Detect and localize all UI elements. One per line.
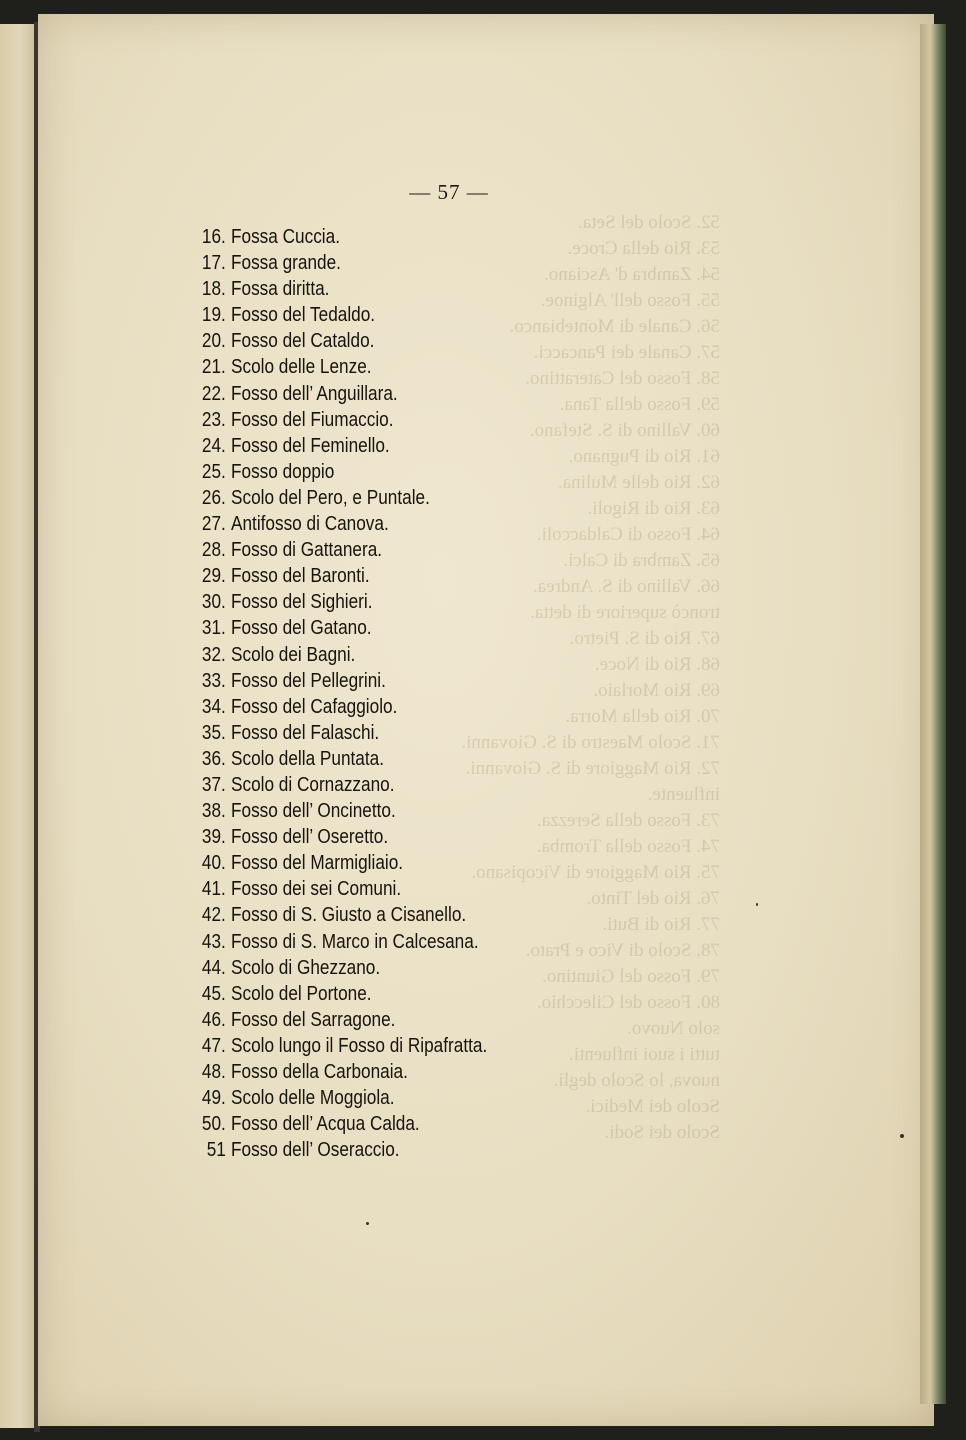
item-text: Fosso di S. Marco in Calcesana. — [231, 930, 479, 953]
item-text: Scolo delle Lenze. — [231, 356, 372, 379]
show-through-text: 52. Scolo del Seta. 53. Rio della Croce. 54. Zambra d' Asciano. 55. Fosso dell' Alginoe. 56. Canale di Montebianco. 57. Canale dei Pancacci. 58. Fosso del Caterattino. 59. Fosso della Tana. 60. Vallino di S. Stefano. 61. Rio di Pugnano. 62. Rio delle Mulina. 63. Rio di Rigoli. 64. Fosso di Caldaccoli. 65. Zambra di Calci. 66. Vallino di S. Andrea. troncò superiore di detta. 67. Rio di S. Pietro. 68. Rio di Noce. 69. Rio Morlaio. 70. Rio della Morra. 71. Scolo Maestro di S. Giovanni. 72. Rio Maggiore di S. Giovanni. influente. 73. Fosso della Serezza. 74. Fosso della Tromba. 75. Rio Maggiore di Vicopisano. 76. Rio del Tinto. 77. Rio di Buti. 78. Scolo di Vico e Prato. 79. Fosso del Giuntino. 80. Fosso del Cilecchio. solo Nuovo. tutti i suoi influenti. nuova, lo Scolo degli. Scolo dei Medici. Scolo dei Sodi. — [461, 212, 720, 1143]
list-item — [188, 1137, 549, 1163]
list-item — [188, 1111, 549, 1137]
item-text: Fosso del Gatano. — [231, 617, 372, 640]
item-number: 23. — [201, 408, 226, 431]
list-item — [188, 615, 549, 641]
list-item — [188, 302, 549, 328]
item-number: 28. — [201, 539, 226, 562]
item-number: 48. — [201, 1061, 226, 1083]
item-number: 35. — [201, 721, 226, 744]
list-item — [188, 224, 549, 250]
item-number: 21. — [201, 356, 226, 379]
list-item — [188, 668, 549, 694]
list-item — [188, 407, 549, 433]
item-text: Scolo del Portone. — [231, 982, 372, 1005]
item-text: Fosso del Sarragone. — [231, 1008, 396, 1031]
item-text: Antifosso di Canova. — [231, 513, 389, 536]
list-item — [188, 772, 549, 798]
item-number: 22. — [201, 382, 226, 405]
item-text: Fosso dei sei Comuni. — [231, 878, 402, 901]
list-item — [188, 981, 549, 1007]
list-item — [188, 929, 549, 955]
list-item — [188, 1085, 549, 1111]
page-number: — 57 — — [409, 180, 489, 204]
list-item — [188, 589, 549, 615]
list-item — [188, 955, 549, 981]
paper-speck — [366, 1222, 369, 1225]
list-item — [188, 328, 549, 354]
item-text: Fosso dell’ Acqua Calda. — [231, 1113, 420, 1136]
item-text: Fossa grande. — [231, 252, 341, 275]
facing-page-edge — [0, 24, 36, 1428]
item-number: 38. — [201, 800, 226, 823]
item-text: Fossa Cuccia. — [231, 226, 340, 248]
item-text: Fosso del Fiumaccio. — [231, 408, 394, 431]
item-text: Fosso dell’ Oseraccio. — [231, 1139, 400, 1162]
list-item — [188, 1007, 549, 1033]
item-text: Scolo del Pero, e Puntale. — [231, 486, 430, 509]
paper-speck — [900, 1134, 904, 1138]
paper-speck — [756, 903, 758, 906]
list-item — [188, 276, 549, 302]
item-text: Fosso del Cataldo. — [231, 330, 375, 353]
list-item — [188, 798, 549, 824]
item-text: Fosso doppio — [231, 460, 335, 483]
item-text: Fosso del Marmigliaio. — [231, 852, 404, 875]
list-item — [188, 250, 549, 276]
list-item — [188, 1059, 549, 1085]
item-number: 37. — [201, 773, 226, 796]
list-item — [188, 694, 549, 720]
list-item — [188, 381, 549, 407]
list-item — [188, 459, 549, 485]
item-number: 27. — [201, 513, 226, 536]
item-number: 45. — [201, 982, 226, 1005]
list-item — [188, 1033, 549, 1059]
item-text: Fosso del Tedaldo. — [231, 304, 376, 327]
item-number: 46. — [201, 1008, 226, 1031]
item-text: Scolo di Ghezzano. — [231, 956, 381, 979]
item-number: 49. — [201, 1087, 226, 1110]
item-text: Scolo della Puntata. — [231, 747, 384, 770]
item-number: 47. — [201, 1034, 226, 1057]
list-item — [188, 485, 549, 511]
item-number: 50. — [201, 1113, 226, 1136]
item-number: 36. — [201, 747, 226, 770]
item-number: 17. — [201, 252, 226, 275]
item-number: 41. — [201, 878, 226, 901]
item-text: Fosso di S. Giusto a Cisanello. — [231, 904, 467, 927]
item-text: Scolo dei Bagni. — [231, 643, 356, 666]
item-number: 32. — [201, 643, 226, 666]
item-text: Fosso dell’ Oncinetto. — [231, 800, 396, 823]
list-item — [188, 850, 549, 876]
drainage-list — [188, 224, 608, 1163]
item-text: Fosso del Pellegrini. — [231, 669, 386, 692]
item-number: 34. — [201, 695, 226, 718]
item-number: 33. — [201, 669, 226, 692]
item-number: 16. — [201, 226, 226, 248]
item-number: 18. — [201, 278, 226, 301]
list-item — [188, 642, 549, 668]
item-number: 51 — [206, 1139, 226, 1162]
list-item — [188, 354, 549, 380]
item-text: Fosso della Carbonaia. — [231, 1061, 408, 1083]
item-text: Fosso del Feminello. — [231, 434, 390, 457]
item-number: 42. — [201, 904, 226, 927]
item-text: Fosso di Gattanera. — [231, 539, 383, 562]
item-text: Fosso dell’ Anguillara. — [231, 382, 398, 405]
item-text: Fosso del Cafaggiolo. — [231, 695, 398, 718]
item-number: 43. — [201, 930, 226, 953]
item-number: 25. — [201, 460, 226, 483]
item-text: Scolo di Cornazzano. — [231, 773, 395, 796]
item-text: Fossa diritta. — [231, 278, 330, 301]
item-number: 29. — [201, 565, 226, 588]
item-text: Fosso del Falaschi. — [231, 721, 380, 744]
item-number: 39. — [201, 826, 226, 849]
list-item — [188, 433, 549, 459]
list-item — [188, 824, 549, 850]
item-text: Fosso del Sighieri. — [231, 591, 373, 614]
item-number: 30. — [201, 591, 226, 614]
list-item — [188, 511, 549, 537]
item-number: 40. — [201, 852, 226, 875]
item-number: 19. — [201, 304, 226, 327]
item-number: 44. — [201, 956, 226, 979]
list-item — [188, 563, 549, 589]
list-item — [188, 537, 549, 563]
item-text: Fosso del Baronti. — [231, 565, 370, 588]
list-item — [188, 720, 549, 746]
item-number: 26. — [201, 486, 226, 509]
list-item — [188, 902, 549, 928]
list-item — [188, 876, 549, 902]
item-number: 31. — [201, 617, 226, 640]
item-number: 20. — [201, 330, 226, 353]
item-text: Fosso dell’ Oseretto. — [231, 826, 389, 849]
item-text: Scolo lungo il Fosso di Ripafratta. — [231, 1034, 488, 1057]
item-number: 24. — [201, 434, 226, 457]
list-item — [188, 746, 549, 772]
item-text: Scolo delle Moggiola. — [231, 1087, 395, 1110]
page-stack-edge — [920, 24, 946, 1404]
